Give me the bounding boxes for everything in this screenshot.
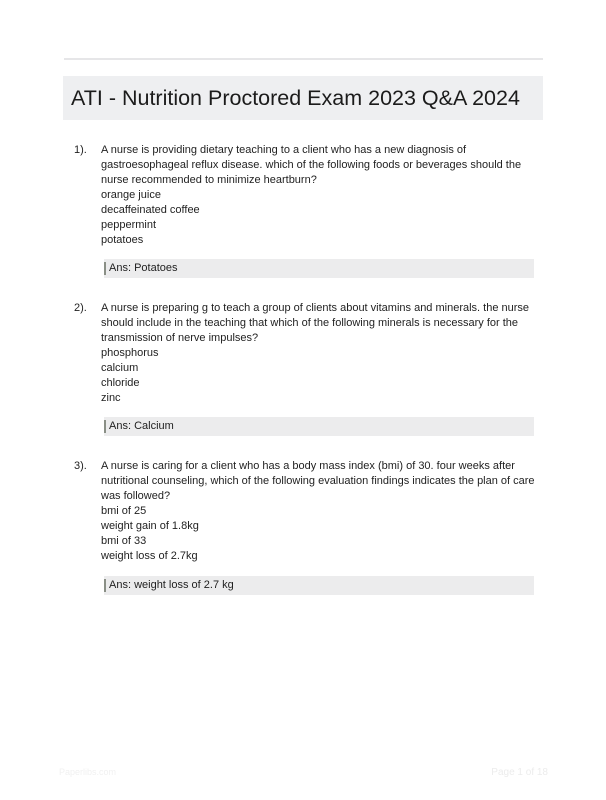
answer-box [104,417,534,436]
top-divider [64,58,543,60]
question-text-line: nutritional counseling, which of the following evaluation findings indicates the plan of care [101,475,535,487]
footer-page-number: Page 1 of 18 [491,767,548,778]
question-text-line: should include in the teaching that which of the following minerals is necessary for the [101,317,519,329]
question-body [101,301,541,406]
answer-option: bmi of 33 [101,535,147,547]
answer-option: zinc [101,392,121,404]
answer-option: orange juice [101,189,161,201]
question-number: 3). [74,460,87,472]
answer-option: peppermint [101,219,157,231]
footer-site-watermark: Paperlibs.com [59,767,117,777]
question-number: 2). [74,302,87,314]
question-body [101,143,541,248]
answer-option: phosphorus [101,347,159,359]
question-2 [74,301,544,437]
answer-box [104,576,534,595]
answer-option: bmi of 25 [101,505,147,517]
title-banner [63,76,543,120]
question-text-line: transmission of nerve impulses? [101,332,259,344]
question-text-line: A nurse is caring for a client who has a body mass index (bmi) of 30. four weeks after [101,460,515,472]
answer-option: weight loss of 2.7kg [101,550,198,562]
question-text-line: nurse recommended to minimize heartburn? [101,174,317,186]
question-text-line: gastroesophageal reflux disease. which of the following foods or beverages should the [101,159,522,171]
answer-text: Ans: Potatoes [109,262,178,274]
question-text-line: A nurse is preparing g to teach a group of clients about vitamins and minerals. the nurse [101,302,530,314]
question-number: 1). [74,144,87,156]
answer-text: Ans: weight loss of 2.7 kg [109,579,234,591]
question-body [101,459,541,564]
answer-option: calcium [101,362,139,374]
answer-accent-bar [104,420,106,433]
question-3 [74,459,544,595]
answer-accent-bar [104,262,106,275]
question-1 [74,143,544,279]
answer-option: potatoes [101,234,144,246]
answer-box [104,259,534,278]
answer-option: chloride [101,377,140,389]
answer-option: weight gain of 1.8kg [101,520,199,532]
answer-text: Ans: Calcium [109,420,174,432]
question-text-line: A nurse is providing dietary teaching to a client who has a new diagnosis of [101,144,467,156]
answer-accent-bar [104,579,106,592]
question-text-line: was followed? [101,490,171,502]
document-title: ATI - Nutrition Proctored Exam 2023 Q&A 2024 [71,86,520,110]
answer-option: decaffeinated coffee [101,204,200,216]
